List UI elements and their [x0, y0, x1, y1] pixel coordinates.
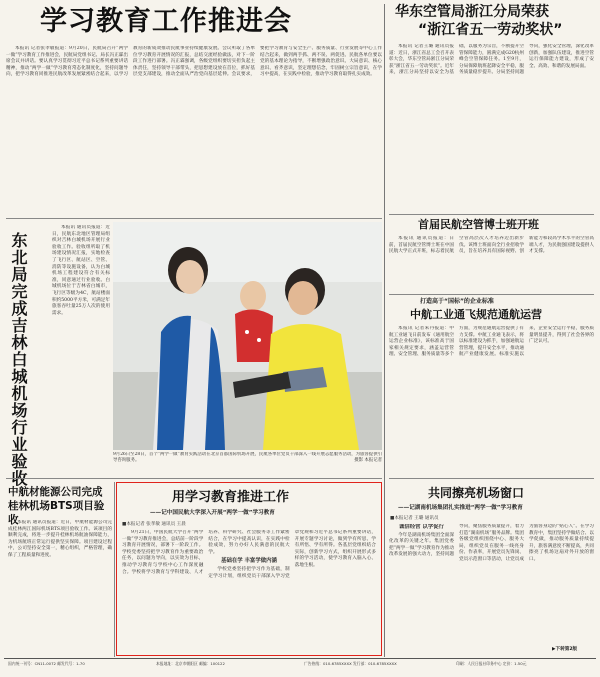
footer-cell-1: 国内统一刊号：CN11-0072 邮发代号：1-70: [8, 661, 85, 666]
feature2-title: 共同擦亮机场窗口: [428, 486, 525, 500]
feature2-section-head: 诚信经营 以学促行: [398, 524, 444, 530]
photo-illustration: [113, 222, 382, 450]
story1-title-2: “浙江省五一劳动奖状”: [418, 22, 563, 38]
story5-text: 本报讯 通讯员报道：近日，中航材能源公司完成桂林两江国际机场BTS项目验收工作。该项目的顺利完成，将进一步提升桂林机场航油保障能力，为机场航班正常运行提供坚实保障。项目建设过程中，公司坚持安全第一，精心组织，严格管理，确保了工程质量和进度。: [8, 520, 112, 558]
feature1-subtitle: ——记中国民航大学深入开展“两学一做”学习教育: [150, 510, 275, 516]
feature1-title: 用学习教育推进工作: [172, 490, 290, 505]
story1-body: [389, 44, 594, 214]
story1-title-1: 华东空管局浙江分局荣获: [395, 4, 549, 20]
story2-body: [389, 236, 594, 292]
feature2-subtitle: ——记湖南机场集团扎实推进“两学一做”学习教育: [398, 505, 523, 511]
footer-cell-3: 广告热线：010-6785XXXX 发行部：010-6785XXXX: [304, 661, 397, 666]
story2-text: 本报讯 通讯员报道：日前，首届民航空管博士班在中国民航大学正式开班，标志着民航空管高层次人才培养迈出新步伐。该博士班面向全行业招收学员，旨在培养具有国际视野、创新能力和较高学术水平的空管高端人才，为民航强国建设提供人才支撑。: [389, 236, 594, 255]
footer-cell-2: 本报地址：北京市朝阳区 邮编：100122: [156, 661, 225, 666]
story2-title: 首届民航空管博士班开班: [418, 218, 539, 231]
feature2-byline: ■本报记者 王璐 通讯员: [390, 516, 439, 521]
story1-text: 本报讯 记者王璐 通讯员报道：近日，浙江省总工会召开表彰大会，华东空管局浙江分局荣获“浙江省五一劳动奖状”。近年来，浙江分局坚持以安全为基础，以服务为宗旨，不断提升空管保障能力，圆满完成G20杭州峰会空管保障任务。1至9月，分局保障航班起降安全平稳，服务质量稳步提升。分局坚持问题导向，强化安全管理，深化改革创新，加强队伍建设，推进空管运行保障能力建设，形成了安全、高效、和谐的发展局面。: [389, 44, 594, 76]
footer-cell-4: 印刷：人民日报社印务中心 定价：1.50元: [456, 661, 527, 666]
photo-caption: [113, 452, 382, 474]
main-article-text: 本报讯 记者张孝敏报道：9月20日，民航局召开“两学一做”学习教育工作推进会，民航局党组书记、局长冯正霖出席会议并讲话。要认真学习贯彻习近平总书记系列重要讲话精神，推动“两学一做”学习教育常态化制度化，坚持问题导向，把学习教育同推进民航改革发展紧密结合起来，以学习教育的新成效推动民航事业持续健康发展。会议听取了各单位学习教育开展情况的汇报，总结交流经验做法，对下一阶段工作进行部署。冯正霖强调，各级党组织要切实担负起主体责任，坚持领导干部带头，把思想建设放在首位，抓好基层党支部建设，推动全面从严治党向基层延伸。会议要求，要把学习教育与安全生产、服务质量、行业发展等中心工作结合起来，做到两手抓、两不误、两促进。民航各单位要以党的基本理论为指导，不断增强政治意识、大局意识、核心意识、看齐意识，坚定理想信念，牢固树立宗旨意识，在学习中提高，在实践中检验，推动学习教育取得扎实成效。: [6, 46, 382, 78]
story4-text: 本报讯 通讯员报道：近日，民航东北地区管理局组织对吉林白城机场开展行业验收工作。验收组听取了机场建设情况汇报，实地检查了飞行区、航站区、空管、消防等设施设备，认为白城机场工程建设符合有关标准，同意通过行业验收。白城机场位于吉林省白城市，飞行区等级为4C，航站楼面积约5000平方米，可满足年旅客吞吐量25万人次的使用需求。: [52, 225, 110, 316]
story5-title: 中航材能源公司完成桂林机场BTS项目验收: [8, 486, 105, 526]
feature2-jump: ▶下转第2版: [552, 647, 578, 652]
feature1-body: [122, 530, 376, 648]
page-title: 学习教育工作推进会: [40, 6, 292, 37]
photo-credit: 摄影 本报记者: [354, 458, 382, 463]
photo-caption-text: 9月26日至28日，首个“两学一做”教育实践活动在北京首都国际机场开展，民航各单位党员干部深入一线开展志愿服务活动，为旅客提供引导咨询服务。: [113, 452, 382, 463]
feature1-byline: ■本报记者 张孝敏 通讯员 王晨: [122, 522, 186, 527]
vertical-headline: 东北局完成吉林白城机场行业验收: [9, 232, 28, 487]
news-photo: [113, 222, 382, 450]
feature1-text2: 学校党委坚持把学习作为基础，制定学习计划，组织党员干部深入学习党章党规和习近平总书记系列重要讲话，开展专题学习讨论，做到学有所思、学有所悟、学有所得。各基层党组织结合实际，创新学习方式，组织开展形式多样的学习活动，使学习教育入脑入心、落地生根。: [208, 530, 376, 579]
story3-body: [389, 326, 594, 476]
story3-title: 中航工业通飞规范通航运营: [410, 308, 542, 321]
main-article-body: [6, 46, 382, 216]
story4-body: [52, 225, 110, 470]
story5-body: [8, 520, 112, 655]
feature2-body: [389, 524, 594, 648]
feature1-section-head: 基础在学 丰富学做内涵: [221, 558, 277, 565]
story3-kicker: 打造高于“国标”的企业标准: [420, 298, 494, 305]
story3-text: 本报讯 记者朱丹报道：中航工业通飞日前发布《通用航空运营企业标准》，该标准高于国家相关规定要求，涵盖运营管理、安全管理、服务质量等多个方面，为规范通航运营提供了有力支撑。中航工业通飞表示，将以标准建设为抓手，加强通航运营管理，提升安全水平，推动通航产业健康发展。标准实施以来，企业安全运行平稳，服务质量明显提升，得到了社会各界的广泛认可。: [389, 326, 594, 358]
feature2-text: 今年是湖南机场集团全面深化改革的关键之年。集团党委把“两学一做”学习教育作为推动改革发展的强大动力，坚持问题导向，聚焦服务质量提升，着力打造“湖南机场”服务品牌。集团各级党组织围绕中心、服务大局，组织党员在服务一线亮身份、作表率，开展党员先锋岗、党员示范窗口等活动，让党员成为旅客身边的“贴心人”。在学习教育中，集团坚持学做结合、以学促做，推动服务质量持续提升，旅客满意度不断提高，共同擦亮了机场这扇对外开放的窗口。: [389, 524, 594, 562]
feature1-text: 9月21日，中国民航大学召开“两学一做”学习教育推进会，总结前一阶段学习教育开展情况，部署下一阶段工作。学校党委坚持把学习教育作为重要政治任务，以问题为导向，以实效为目标，推动学习教育与学校中心工作深度融合。学校将学习教育与学科建设、人才培养、科学研究、社会服务等工作紧密结合，在学习中提高认识，在实践中检验成效，努力办好人民满意的民航大学。: [122, 530, 290, 575]
